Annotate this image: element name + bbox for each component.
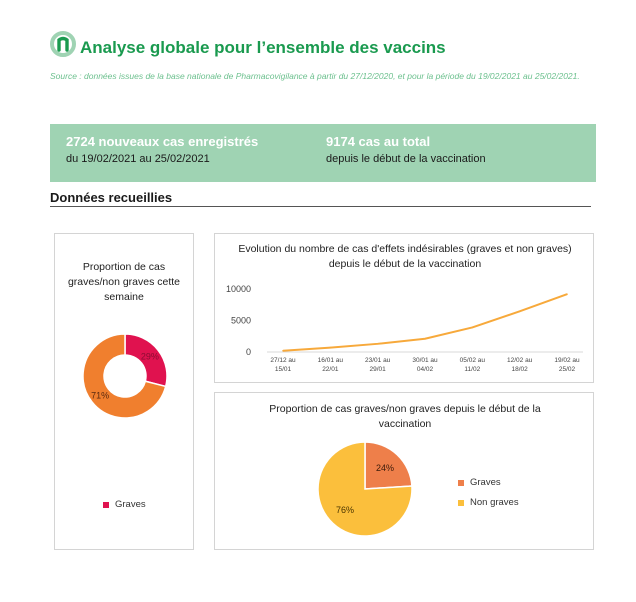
x-tick-label: 05/02 au 11/02 — [459, 357, 485, 373]
data-point — [519, 311, 521, 313]
weekly-donut-chart — [55, 334, 195, 444]
vaccine-logo-icon — [50, 31, 76, 57]
data-label: 76% — [336, 505, 355, 516]
data-point — [424, 338, 426, 340]
section-divider — [50, 206, 591, 207]
page-title: Analyse globale pour l’ensemble des vaccins — [80, 38, 446, 57]
weekly-period: du 19/02/2021 au 25/02/2021 — [66, 153, 210, 165]
legend-swatch-graves — [458, 480, 464, 486]
chart-title: Evolution du nombre de cas d'effets indésirables (graves et non graves) depuis le début de la vaccination — [238, 243, 572, 270]
key-figures-band — [50, 124, 596, 182]
legend-swatch-non-graves — [458, 500, 464, 506]
data-point — [330, 347, 332, 349]
data-label: 71% — [91, 390, 110, 401]
total-stat — [326, 134, 486, 165]
data-point — [282, 350, 284, 352]
legend-label: Graves — [115, 499, 146, 510]
total-period: depuis le début de la vaccination — [326, 153, 486, 165]
data-point — [377, 343, 379, 345]
source-note: Source : données issues de la base nationale de Pharmacovigilance à partir du 27/12/2020, et pour la période du 19/02/2021 au 25/02/2021. — [50, 71, 580, 81]
weekly-stat — [66, 134, 258, 165]
x-tick-label: 16/01 au 22/01 — [317, 357, 343, 373]
legend-label: Non graves — [470, 497, 519, 508]
x-tick-label: 27/12 au 15/01 — [270, 357, 296, 373]
y-tick-label: 10000 — [225, 284, 251, 294]
total-pie-card — [214, 392, 594, 550]
data-label: 24% — [375, 462, 394, 473]
x-tick-label: 19/02 au 25/02 — [554, 357, 580, 373]
data-label: 29% — [140, 351, 159, 362]
evolution-line-card — [214, 233, 594, 383]
y-tick-label: 5000 — [230, 315, 251, 326]
data-point — [472, 327, 474, 329]
weekly-donut-card — [54, 233, 194, 550]
section-title: Données recueillies — [50, 190, 173, 205]
x-tick-label: 23/01 au 29/01 — [365, 357, 391, 373]
y-tick-label: 0 — [245, 347, 251, 357]
legend-item — [458, 497, 519, 508]
legend-label: Graves — [470, 477, 501, 488]
x-tick-label: 30/01 au 04/02 — [412, 357, 438, 373]
legend-item — [458, 477, 501, 488]
chart-title: Proportion de cas graves/non graves depuis le début de la vaccination — [269, 403, 541, 430]
series-line — [283, 294, 567, 351]
legend-item — [103, 499, 146, 510]
legend-swatch-graves — [103, 502, 109, 508]
total-cases-count: 9174 cas au total — [326, 134, 431, 149]
x-tick-label: 12/02 au 18/02 — [507, 357, 533, 373]
weekly-cases-count: 2724 nouveaux cas enregistrés — [66, 134, 259, 149]
total-pie-chart — [305, 435, 425, 545]
chart-title: Proportion de cas graves/non graves cette semaine — [67, 261, 181, 303]
evolution-line-chart — [215, 234, 595, 384]
data-point — [566, 293, 568, 295]
